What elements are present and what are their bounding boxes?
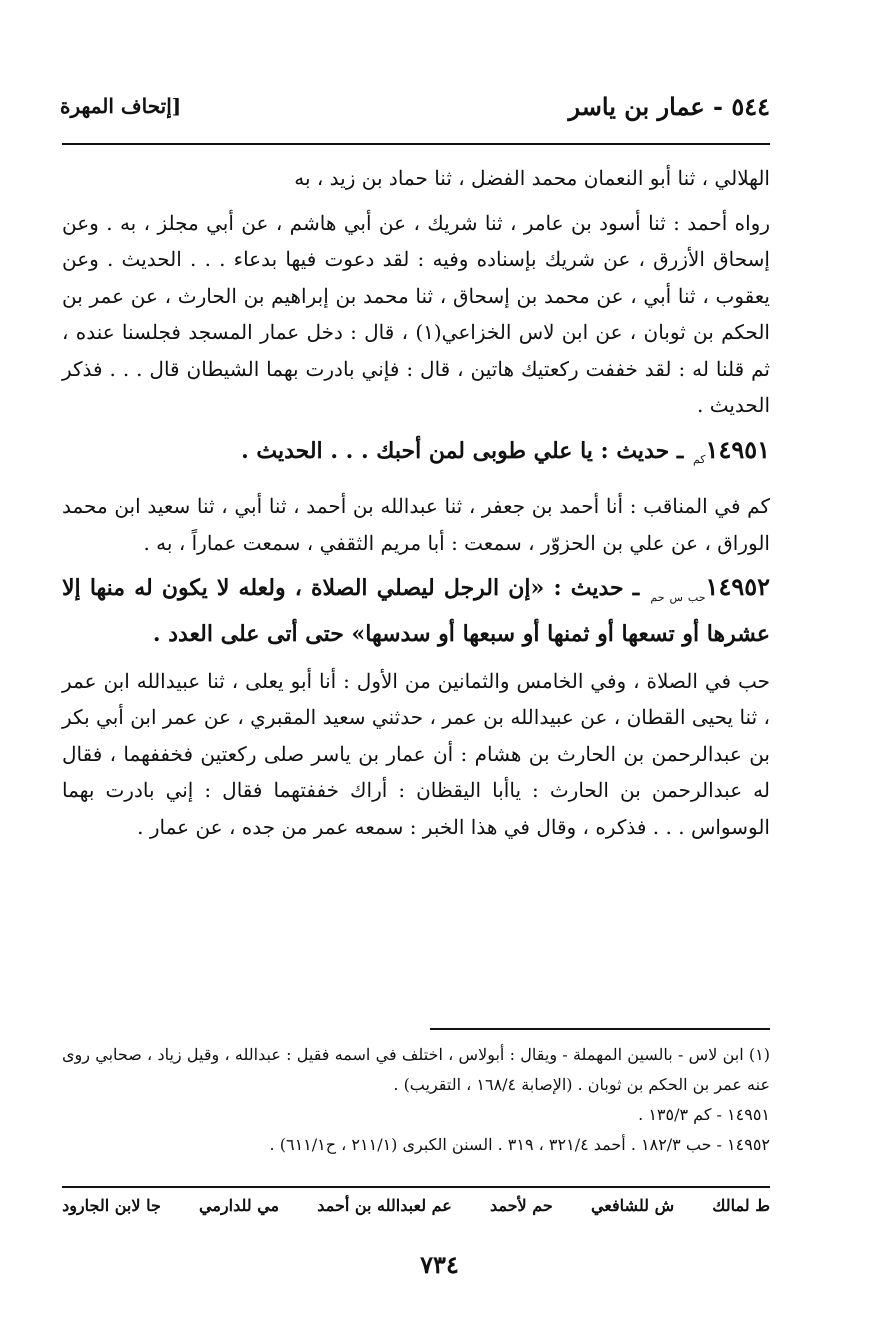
page-number: ٧٣٤	[420, 1250, 459, 1279]
header-rule	[62, 143, 770, 145]
paragraph-2: رواه أحمد : ثنا أسود بن عامر ، ثنا شريك ، عن أبي هاشم ، عن أبي مجلز ، به . وعن إسحاق الأزرق ، عن شريك بإسناده وفيه : لقد دعوت فيها بدعاء . . . الحديث . وعن يعقوب ، ثنا أبي ، عن محمد بن إسحاق ، ثنا محمد بن إبراهيم بن الحارث ، عن عمر بن الحكم بن ثوبان ، عن ابن لاس الخزاعي(١) ، قال : دخل عمار المسجد فجلسنا عنده ، ثم قلنا له : لقد خففت ركعتيك هاتين ، قال : فإني بادرت بهما الشيطان قال . . . فذكر الحديث .	[62, 210, 770, 417]
page-header	[60, 92, 770, 132]
abbr-item: جا لابن الجارود	[62, 1196, 161, 1215]
abbr-item: ط لمالك	[712, 1196, 770, 1215]
paragraph-1: الهلالي ، ثنا أبو النعمان محمد الفضل ، ثنا حماد بن زيد ، به	[294, 166, 770, 190]
hadith-entry-14951	[62, 432, 770, 479]
main-text	[62, 160, 770, 853]
book-title: [إتحاف المهرة	[60, 94, 182, 118]
hadith-entry-14952	[62, 569, 770, 652]
footnote-1: (١) ابن لاس - بالسين المهملة - ويقال : أبولاس ، اختلف في اسمه فقيل : عبدالله ، وقيل زياد ، صحابي روى عنه عمر بن الحكم بن ثوبان . (الإصابة ١٦٨/٤ ، التقريب) .	[62, 1045, 771, 1094]
entry-number: ١٤٩٥١	[705, 434, 770, 464]
entry-heading: ـ حديث : يا علي طوبى لمن أحبك . . . الحديث .	[241, 437, 684, 464]
abbr-item: ش للشافعي	[590, 1196, 675, 1215]
abbreviation-key	[62, 1196, 770, 1215]
entry-number: ١٤٩٥٢	[705, 572, 770, 602]
footer-rule	[62, 1186, 770, 1188]
entry-source-sigla: كم	[692, 452, 706, 466]
abbr-item: مي للدارمي	[199, 1196, 280, 1215]
footnote-2: ١٤٩٥١ - كم ١٣٥/٣ .	[638, 1105, 770, 1124]
abbr-item: حم لأحمد	[490, 1196, 553, 1215]
footnotes	[62, 1040, 770, 1160]
entry-source-sigla: حب س حم	[650, 590, 706, 604]
paragraph-3: كم في المناقب : أنا أحمد بن جعفر ، ثنا عبدالله بن أحمد ، ثنا أبي ، ثنا سعيد ابن محمد الوراق ، عن علي بن الحزوّر ، سمعت : أبا مريم الثقفي ، سمعت عماراً ، به .	[62, 494, 770, 555]
paragraph-4: حب في الصلاة ، وفي الخامس والثمانين من الأول : أنا أبو يعلى ، ثنا عبيدالله ابن عمر ، ثنا يحيى القطان ، عن عبيدالله بن عمر ، حدثني سعيد المقبري ، عن عمر ابن أبي بكر بن عبدالرحمن بن الحارث بن هشام : أن عمار بن ياسر صلى ركعتين فخففهما ، فقال له عبدالرحمن بن الحارث : ياأبا اليقظان : أراك خففتهما فقال : إني بادرت بهما الوسواس . . . فذكره ، وقال في هذا الخبر : سمعه عمر من جده ، عن عمار .	[62, 668, 770, 839]
footnote-rule	[430, 1028, 770, 1030]
abbr-item: عم لعبدالله بن أحمد	[317, 1196, 452, 1215]
running-title: ٥٤٤ - عمار بن ياسر	[568, 92, 770, 121]
entry-heading: ـ حديث : «إن الرجل ليصلي الصلاة ، ولعله لا يكون له منها إلا عشرها أو تسعها أو ثمنها أو سبعها أو سدسها» حتى أتى على العدد .	[62, 575, 770, 648]
footnote-3: ١٤٩٥٢ - حب ١٨٢/٣ . أحمد ٣٢١/٤ ، ٣١٩ . السنن الكبرى (٢١١/١ ، ح٦١١/١) .	[269, 1135, 770, 1154]
